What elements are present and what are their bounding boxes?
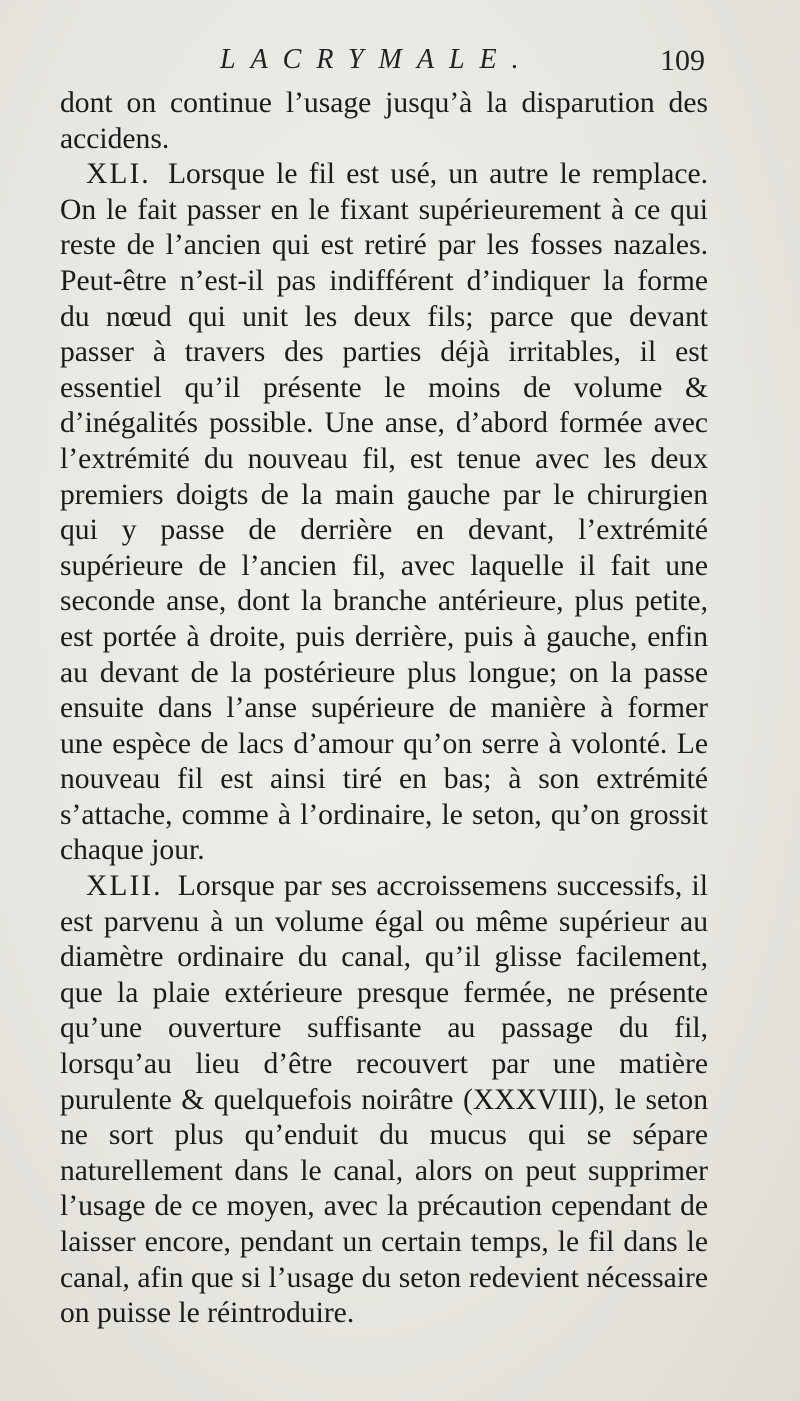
paragraph-xli [60, 157, 708, 869]
running-title: LACRYMALE. [220, 44, 534, 75]
paragraph-text: Lorsque le fil est usé, un autre le remplace. On le fait passer en le fixant supérieurement à ce qui reste de l’ancien qui est retiré par les fosses nazales. Peut-être n’est-il pas indifférent d’indiquer la forme du nœud qui unit les deux fils; parce que devant passer à travers des parties déjà irritables, il est essentiel qu’il présente le moins de volume & d’inégalités possible. Une anse, d’abord formée avec l’extrémité du nouveau fil, est tenue avec les deux premiers doigts de la main gauche par le chirurgien qui y passe de derrière en devant, l’extrémité supérieure de l’ancien fil, avec laquelle il fait une seconde anse, dont la branche antérieure, plus petite, est portée à droite, puis derrière, puis à gauche, enfin au devant de la postérieure plus longue; on la passe ensuite dans l’anse supérieure de manière à former une espèce de lacs d’amour qu’on serre à volonté. Le nouveau fil est ainsi tiré en bas; à son extrémité s’attache, comme à l’ordinaire, le seton, qu’on grossit chaque jour. [60, 158, 709, 867]
continued-paragraph: dont on continue l’usage jusqu’à la disparution des accidens. [60, 87, 708, 155]
paragraph-xlii [60, 869, 708, 1332]
paragraph-number: XLI. [86, 158, 151, 191]
body-text [60, 86, 708, 1332]
page-header [0, 44, 800, 84]
page-number: 109 [660, 44, 705, 77]
paragraph-number: XLII. [86, 870, 163, 903]
paragraph-text: Lorsque par ses accroissemens successifs, il est parvenu à un volume égal ou même supérieur au diamètre ordinaire du canal, qu’il glisse facilement, que la plaie extérieure presque fermée, ne présente qu’une ouverture suffisante au passage du fil, lorsqu’au lieu d’être recouvert par une matière purulente & quelquefois noirâtre (XXXVIII), le seton ne sort plus qu’enduit du mucus qui se sépare naturellement dans le canal, alors on peut supprimer l’usage de ce moyen, avec la précaution cependant de laisser encore, pendant un certain temps, le fil dans le canal, afin que si l’usage du seton redevient nécessaire on puisse le réintroduire. [60, 870, 708, 1330]
